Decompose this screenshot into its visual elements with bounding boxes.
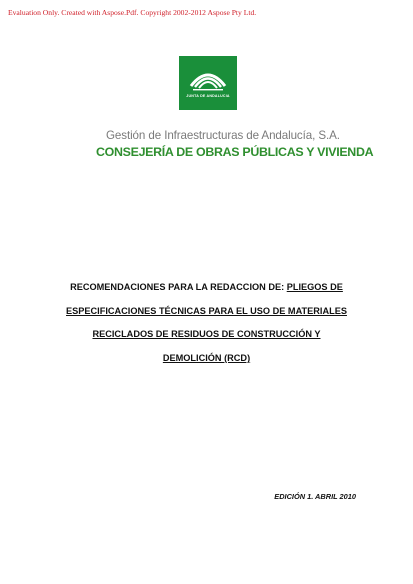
- organization-name: Gestión de Infraestructuras de Andalucía, S.A.: [106, 129, 340, 142]
- title-line-prefix: RECOMENDACIONES PARA LA REDACCION DE:: [70, 282, 287, 292]
- title-line: [50, 300, 363, 324]
- title-line: [50, 276, 363, 300]
- title-line-underlined: RECICLADOS DE RESIDUOS DE CONSTRUCCIÓN Y: [92, 329, 321, 340]
- title-line-underlined: DEMOLICIÓN (RCD): [162, 353, 251, 364]
- title-line-underlined: ESPECIFICACIONES TÉCNICAS PARA EL USO DE MATERIALES: [66, 305, 347, 316]
- junta-de-andalucia-logo: [179, 56, 237, 110]
- logo-emblem-icon: [179, 56, 237, 110]
- title-line: [50, 323, 363, 347]
- department-name: CONSEJERÍA DE OBRAS PÚBLICAS Y VIVIENDA: [96, 145, 374, 159]
- edition-label: EDICIÓN 1. ABRIL 2010: [274, 492, 356, 501]
- logo-caption: JUNTA DE ANDALUCIA: [186, 94, 230, 98]
- title-line: [50, 347, 363, 371]
- title-line-underlined: PLIEGOS DE: [286, 282, 343, 292]
- document-title: [50, 276, 363, 371]
- watermark-text: Evaluation Only. Created with Aspose.Pdf. Copyright 2002-2012 Aspose Pty Ltd.: [8, 8, 257, 17]
